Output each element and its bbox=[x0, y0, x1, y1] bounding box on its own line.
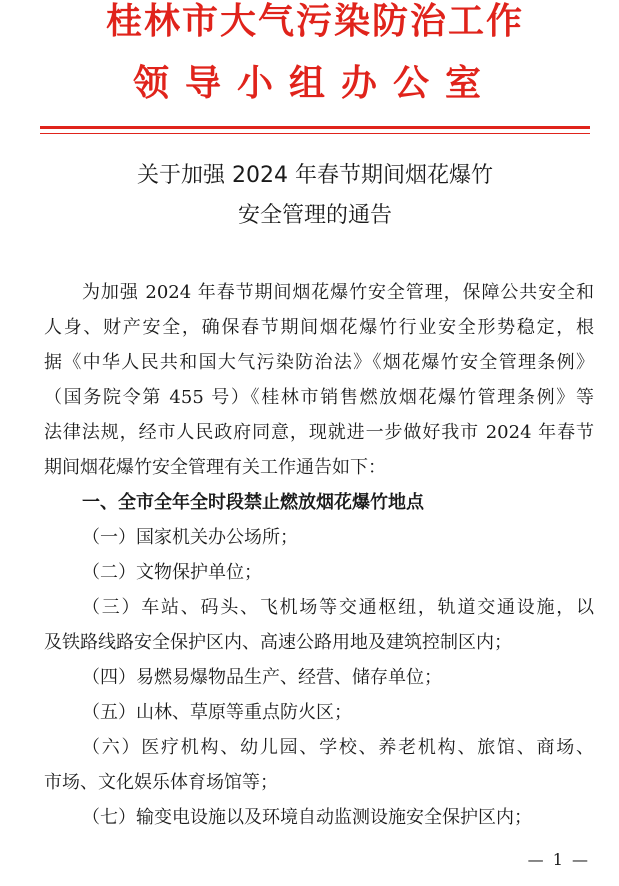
page-number: — 1 — bbox=[527, 850, 590, 869]
list-item-6-line-2: 市场、文化娱乐体育场馆等； bbox=[44, 772, 278, 793]
list-item-1: （一）国家机关办公场所； bbox=[82, 527, 298, 548]
list-item-5: （五）山林、草原等重点防火区； bbox=[82, 702, 352, 723]
intro-line-6: 期间烟花爆竹安全管理有关工作通告如下： bbox=[44, 457, 386, 478]
issuer-header-line-1: 桂林市大气污染防治工作 bbox=[105, 1, 524, 42]
intro-line-2: 人身、财产安全，确保春节期间烟花爆竹行业安全形势稳定，根 bbox=[44, 317, 594, 338]
header-rule-thick bbox=[40, 126, 590, 129]
intro-line-4: （国务院令第 455 号）《桂林市销售燃放烟花爆竹管理条例》等 bbox=[44, 387, 594, 408]
issuer-header-line-2: 领导小组办公室 bbox=[132, 63, 497, 104]
intro-line-5: 法律法规，经市人民政府同意，现就进一步做好我市 2024 年春节 bbox=[44, 422, 594, 443]
intro-line-3: 据《中华人民共和国大气污染防治法》《烟花爆竹安全管理条例》 bbox=[44, 352, 594, 373]
header-rule-thin bbox=[40, 133, 590, 134]
document-title-line-1: 关于加强 2024 年春节期间烟花爆竹 bbox=[137, 163, 493, 188]
list-item-4: （四）易燃易爆物品生产、经营、储存单位； bbox=[82, 667, 442, 688]
list-item-2: （二）文物保护单位； bbox=[82, 562, 262, 583]
list-item-3-line-1: （三）车站、码头、飞机场等交通枢纽，轨道交通设施，以 bbox=[82, 597, 594, 618]
list-item-6-line-1: （六）医疗机构、幼儿园、学校、养老机构、旅馆、商场、 bbox=[82, 737, 594, 758]
list-item-3-line-2: 及铁路线路安全保护区内、高速公路用地及建筑控制区内； bbox=[44, 632, 512, 653]
list-item-7: （七）输变电设施以及环境自动监测设施安全保护区内； bbox=[82, 807, 532, 828]
section-1-heading: 一、全市全年全时段禁止燃放烟花爆竹地点 bbox=[82, 492, 424, 513]
document-title-line-2: 安全管理的通告 bbox=[237, 203, 392, 228]
intro-line-1: 为加强 2024 年春节期间烟花爆竹安全管理，保障公共安全和 bbox=[82, 282, 594, 303]
